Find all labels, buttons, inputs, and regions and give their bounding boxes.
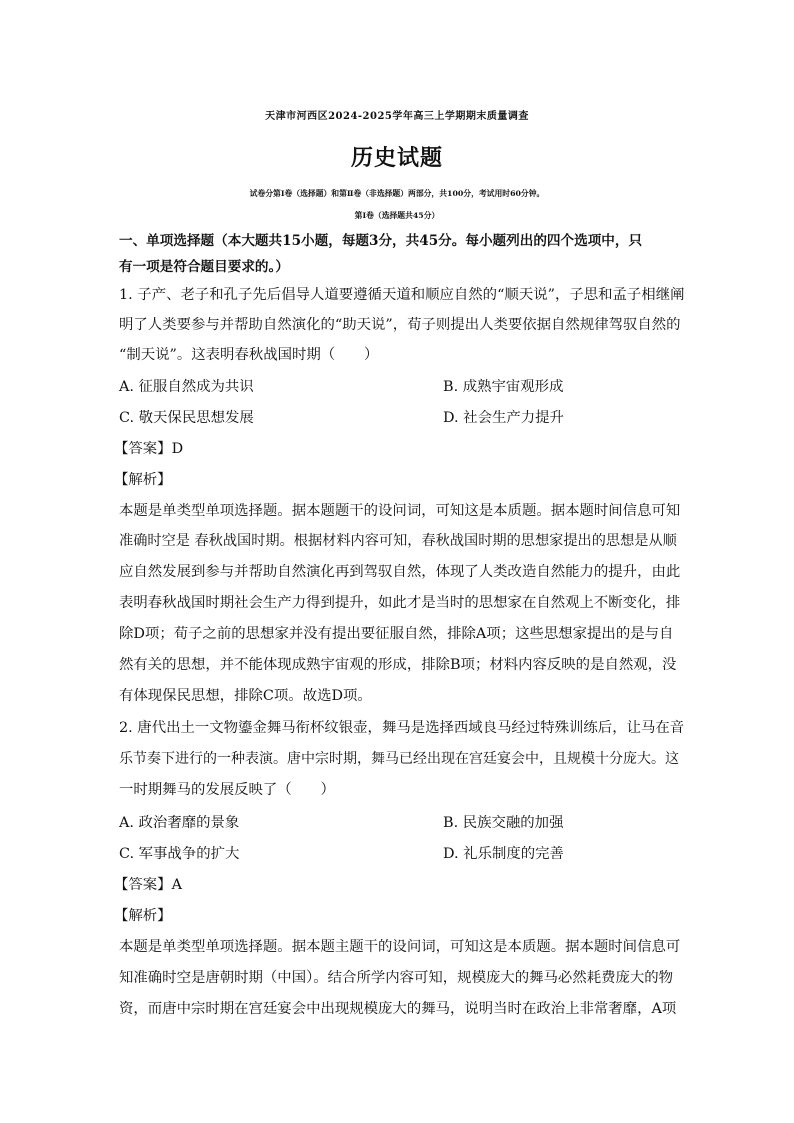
q1-answer: 【答案】D xyxy=(114,441,184,457)
q1-analysis-line: 有体现保民思想，排除C项。故选D项。 xyxy=(119,688,372,704)
q2-stem-line-3: 一时期舞马的发展反映了（ ） xyxy=(119,782,335,798)
q1-analysis-line: 然有关的思想，并不能体现成熟宇宙观的形成，排除B项；材料内容反映的是自然观，没 xyxy=(119,657,677,673)
exam-subtitle: 历史试题 xyxy=(350,145,443,171)
q2-option-c: C. 军事战争的扩大 xyxy=(119,846,240,862)
q1-option-d: D. 社会生产力提升 xyxy=(443,410,564,426)
q2-answer: 【答案】A xyxy=(114,877,182,893)
q1-option-a: A. 征服自然成为共识 xyxy=(119,379,254,395)
q2-analysis-label: 【解析】 xyxy=(114,908,172,924)
exam-instructions: 试卷分第Ⅰ卷（选择题）和第Ⅱ卷（非选择题）两部分，共100分，考试用时60分钟。 xyxy=(249,189,545,198)
q1-stem-line-1: 1. 子产、老子和孔子先后倡导人道要遵循天道和顺应自然的“顺天说”，子思和孟子相继阐 xyxy=(119,287,685,303)
q1-analysis-line: 除D项；荀子之前的思想家并没有提出要征服自然，排除A项；这些思想家提出的是与自 xyxy=(119,626,674,642)
q1-analysis-line: 本题是单类型单项选择题。据本题题干的设问词，可知这是本质题。据本题时间信息可知 xyxy=(119,503,681,519)
q2-analysis-line: 资，而唐中宗时期在宫廷宴会中出现规模庞大的舞马，说明当时在政治上非常奢靡，A项 xyxy=(119,1001,677,1017)
q2-stem-line-2: 乐节奏下进行的一种表演。唐中宗时期，舞马已经出现在宫廷宴会中，且规模十分庞大。这 xyxy=(119,751,679,767)
part-one-heading: 第Ⅰ卷（选择题共45分） xyxy=(354,211,440,220)
q1-analysis-line: 应自然发展到参与并帮助自然演化再到驾驭自然，体现了人类改造自然能力的提升，由此 xyxy=(119,564,681,580)
exam-title: 天津市河西区2024-2025学年高三上学期期末质量调查 xyxy=(265,111,529,122)
q2-analysis-line: 本题是单类型单项选择题。据本题主题干的设问词，可知这是本质题。据本题时间信息可 xyxy=(119,939,681,955)
q1-analysis-line: 表明春秋战国时期社会生产力得到提升，如此才是当时的思想家在自然观上不断变化，排 xyxy=(119,595,681,611)
q2-option-a: A. 政治奢靡的景象 xyxy=(119,815,240,831)
q1-analysis-label: 【解析】 xyxy=(114,472,172,488)
section-heading-line-1: 一、单项选择题（本大题共15小题，每题3分，共45分。每小题列出的四个选项中，只 xyxy=(119,233,643,249)
q2-option-b: B. 民族交融的加强 xyxy=(443,815,564,831)
q1-stem-line-3: “制天说”。这表明春秋战国时期（ ） xyxy=(119,347,379,363)
q1-option-c: C. 敬天保民思想发展 xyxy=(119,410,254,426)
q2-option-d: D. 礼乐制度的完善 xyxy=(443,846,564,862)
q2-stem-line-1: 2. 唐代出土一文物鎏金舞马衔杯纹银壶，舞马是选择西域良马经过特殊训练后，让马在音 xyxy=(119,720,685,736)
section-heading-line-2: 有一项是符合题目要求的。） xyxy=(119,259,289,275)
q2-analysis-line: 知准确时空是唐朝时期（中国）。结合所学内容可知，规模庞大的舞马必然耗费庞大的物 xyxy=(119,970,674,986)
q1-stem-line-2: 明了人类要参与并帮助自然演化的“助天说”，荀子则提出人类要依据自然规律驾驭自然的 xyxy=(119,317,681,333)
q1-option-b: B. 成熟宇宙观形成 xyxy=(443,379,564,395)
q1-analysis-line: 准确时空是 春秋战国时期。根据材料内容可知，春秋战国时期的思想家提出的思想是从顺 xyxy=(119,533,677,549)
